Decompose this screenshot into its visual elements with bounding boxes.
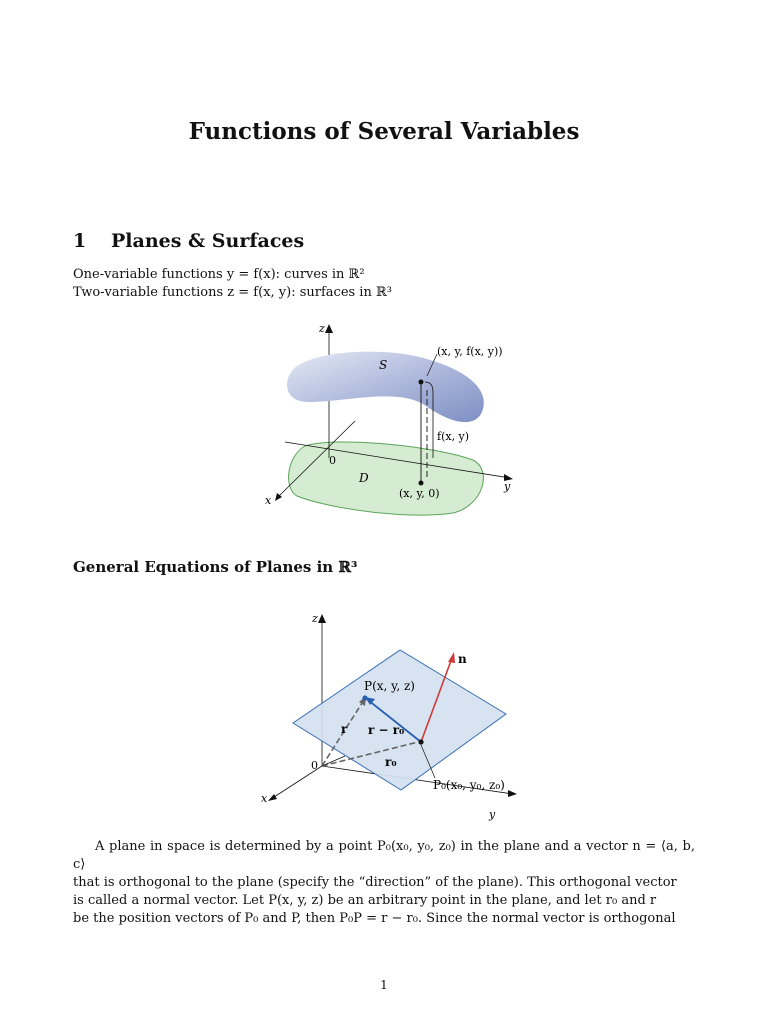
p0-point bbox=[418, 739, 423, 744]
diff-label: r − r₀ bbox=[368, 723, 405, 737]
x-label: x bbox=[261, 792, 268, 805]
section-heading bbox=[73, 230, 304, 252]
paragraph-line-3: is called a normal vector. Let P(x, y, z) be an arbitrary point in the plane, and let r₀ and r bbox=[73, 893, 657, 908]
p-point bbox=[362, 695, 367, 700]
y-label: y bbox=[504, 480, 511, 493]
point-label: P(x, y, z) bbox=[364, 679, 415, 693]
paragraph-line-1: A plane in space is determined by a point P₀(x₀, y₀, z₀) in the plane and a vector n = ⟨a, b, c⟩ bbox=[73, 839, 695, 872]
surface-figure bbox=[245, 318, 525, 520]
z-label: z bbox=[312, 612, 318, 625]
top-point-label: (x, y, f(x, y)) bbox=[437, 345, 503, 358]
y-label: y bbox=[489, 808, 496, 821]
x-label: x bbox=[265, 494, 272, 507]
normal-label: n bbox=[458, 652, 467, 666]
z-arrow bbox=[318, 614, 326, 623]
domain-label: D bbox=[359, 471, 369, 485]
section-title: Planes & Surfaces bbox=[111, 230, 305, 252]
page-title: Functions of Several Variables bbox=[188, 118, 580, 145]
p0-label: P₀(x₀, y₀, z₀) bbox=[433, 778, 505, 792]
base-point-label: (x, y, 0) bbox=[399, 487, 440, 500]
origin-label: 0 bbox=[311, 759, 318, 772]
origin-label: 0 bbox=[329, 454, 336, 467]
subsection-heading: General Equations of Planes in ℝ³ bbox=[73, 558, 358, 576]
r-label: r bbox=[341, 722, 348, 736]
body-paragraph bbox=[73, 838, 695, 928]
domain-region bbox=[289, 442, 484, 515]
intro-line-1: One-variable functions y = f(x): curves in ℝ² bbox=[73, 267, 365, 282]
base-point bbox=[419, 481, 424, 486]
y-arrow bbox=[508, 790, 517, 797]
x-arrow bbox=[268, 794, 277, 801]
z-label: z bbox=[319, 322, 325, 335]
plane-figure bbox=[255, 606, 525, 824]
z-arrow bbox=[325, 324, 333, 333]
top-point bbox=[419, 380, 424, 385]
normal-arrowhead bbox=[448, 652, 455, 663]
height-label: f(x, y) bbox=[437, 430, 470, 443]
page-number: 1 bbox=[380, 978, 388, 992]
r0-label: r₀ bbox=[385, 755, 397, 769]
section-number: 1 bbox=[73, 230, 87, 252]
plane-region bbox=[293, 650, 506, 790]
paragraph-line-2: that is orthogonal to the plane (specify the “direction” of the plane). This orthogonal vector bbox=[73, 875, 677, 890]
surface-label: S bbox=[379, 358, 388, 372]
intro-line-2: Two-variable functions z = f(x, y): surfaces in ℝ³ bbox=[73, 285, 392, 300]
paragraph-line-4: be the position vectors of P₀ and P, then P₀P = r − r₀. Since the normal vector is orthogonal bbox=[73, 911, 676, 926]
